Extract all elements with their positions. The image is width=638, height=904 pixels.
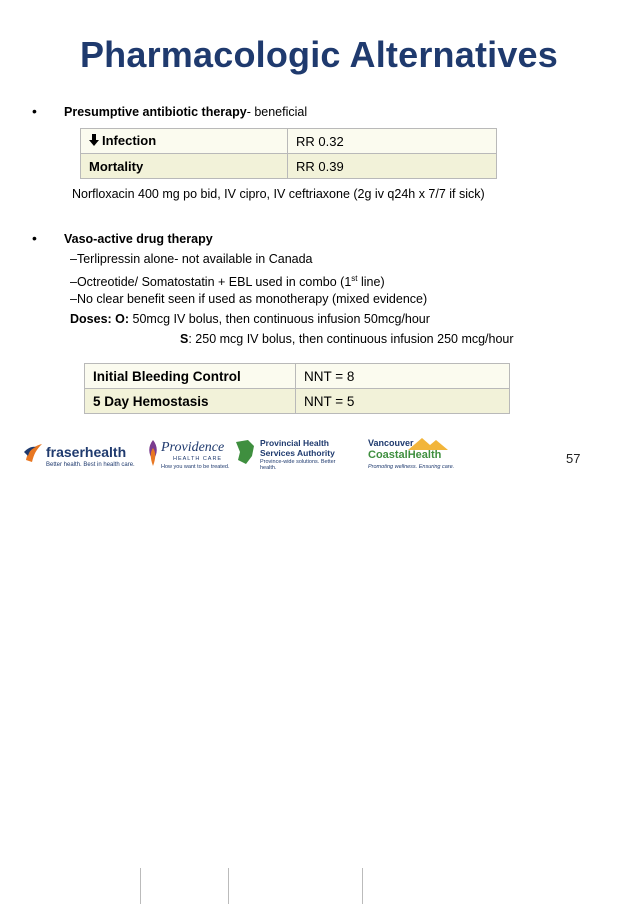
mountain-icon: [408, 436, 448, 450]
vasoactive-heading: Vaso-active drug therapy: [64, 232, 213, 246]
page-number: 57: [566, 451, 581, 466]
table-cell-label: 5 Day Hemostasis: [85, 389, 296, 414]
fraserhealth-mark-icon: [22, 440, 44, 466]
bc-map-icon: [234, 438, 256, 468]
table-cell-value: NNT = 8: [296, 364, 510, 389]
antibiotic-heading-bold: Presumptive antibiotic therapy: [64, 105, 247, 119]
table-row: [85, 389, 510, 414]
list-item: –Terlipressin alone- not available in Canada: [70, 252, 313, 266]
providence-mark-icon: [145, 438, 161, 468]
table-row: [81, 154, 497, 179]
down-arrow-icon: [89, 134, 99, 149]
vasoactive-table: [84, 363, 510, 414]
table-cell-label: Initial Bleeding Control: [85, 364, 296, 389]
bullet-2: •: [32, 230, 37, 246]
table-cell-label: Infection: [81, 129, 288, 154]
table-cell-label: Mortality: [81, 154, 288, 179]
footer-divider: [140, 868, 141, 904]
list-item: –Octreotide/ Somatostatin + EBL used in combo (1st line): [70, 274, 385, 290]
footer-logos: [0, 432, 638, 479]
antibiotic-note: Norfloxacin 400 mg po bid, IV cipro, IV ceftriaxone (2g iv q24h x 7/7 if sick): [72, 187, 485, 201]
footer-divider: [362, 868, 363, 904]
table-row: [85, 364, 510, 389]
doses-o: Doses: O: 50mcg IV bolus, then continuous infusion 50mcg/hour: [70, 312, 430, 326]
phsa-logo: Provincial Health Services Authority Province-wide solutions. Better health.: [234, 438, 362, 478]
footer-divider: [228, 868, 229, 904]
vch-logo: Vancouver CoastalHealth Promoting wellness. Ensuring care.: [368, 438, 455, 470]
slide-title: Pharmacologic Alternatives: [79, 34, 559, 75]
table-cell-value: RR 0.39: [288, 154, 497, 179]
fraserhealth-logo: fraserhealth Better health. Best in health care.: [22, 438, 140, 478]
table-cell-value: RR 0.32: [288, 129, 497, 154]
list-item: –No clear benefit seen if used as monotherapy (mixed evidence): [70, 292, 428, 306]
table-cell-value: NNT = 5: [296, 389, 510, 414]
bullet-1: •: [32, 103, 37, 119]
antibiotic-heading-rest: - beneficial: [246, 105, 308, 119]
table-row: [81, 129, 497, 154]
antibiotic-table: [80, 128, 497, 179]
doses-s: S: 250 mcg IV bolus, then continuous infusion 250 mcg/hour: [180, 332, 514, 346]
antibiotic-heading: [64, 104, 307, 120]
providence-logo: Providence HEALTH CARE How you want to be treated.: [145, 438, 231, 478]
